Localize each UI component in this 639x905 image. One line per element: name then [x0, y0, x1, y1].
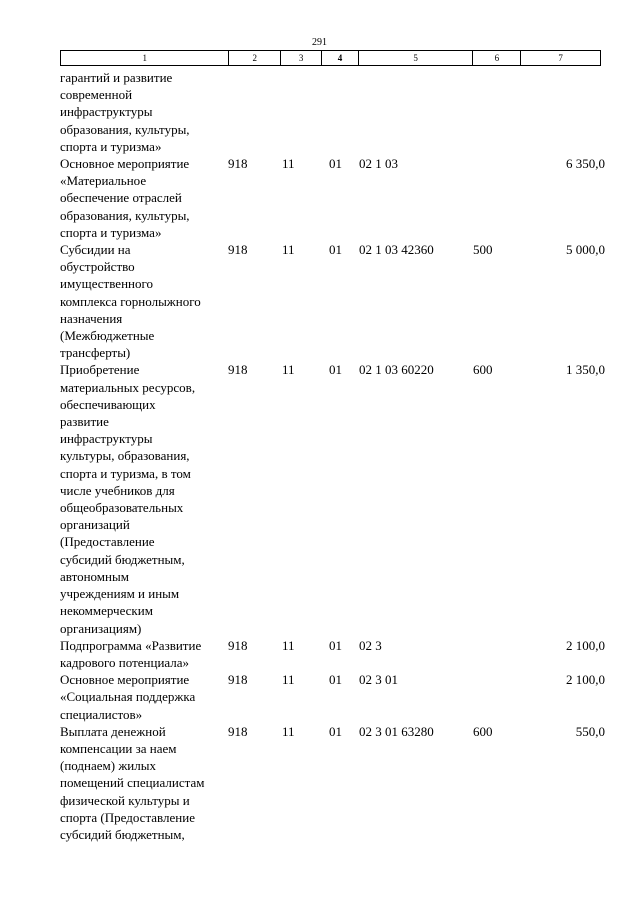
- row-section: 11: [282, 672, 295, 688]
- row-name: Субсидии на обустройство имущественного комплекса горнолыжного назначения (Межбюджетные трансферты): [60, 242, 201, 361]
- row-admin: 918: [228, 672, 248, 688]
- row-name: Основное мероприятие «Материальное обеспечение отраслей образования, культуры, спорта и туризма»: [60, 156, 190, 240]
- row-target: 02 3 01 63280: [359, 723, 434, 739]
- row-admin: 918: [228, 242, 248, 258]
- row-admin: [228, 69, 280, 155]
- row-subsection: 01: [329, 723, 342, 739]
- row-type: [473, 637, 533, 671]
- page-number: 291: [312, 37, 327, 48]
- row-amount: 6 350,0: [566, 156, 605, 172]
- row-subsection: [326, 69, 358, 155]
- row-name: Выплата денежной компенсации за наем (поднаем) жилых помещений специалистам физической культуры и спорта (Предоставление субсидий бюджетным,: [60, 723, 205, 842]
- row-type: [473, 155, 533, 241]
- header-col-3: 3: [280, 51, 321, 65]
- row-subsection: 01: [329, 242, 342, 258]
- row-amount: 5 000,0: [566, 242, 605, 258]
- row-target: 02 1 03: [359, 156, 398, 172]
- table-row: [60, 671, 605, 723]
- row-target: 02 3 01: [359, 672, 398, 688]
- row-name: Приобретение материальных ресурсов, обеспечивающих развитие инфраструктуры культуры, образования, спорта и туризма, в том числе учебников для общеобразовательных организаций (Предоставление субсидий бюджетным, автономным учреждениям и иным некоммерческим организациям): [60, 362, 196, 636]
- row-section: [280, 69, 326, 155]
- row-target: 02 3: [359, 637, 382, 653]
- row-amount: [533, 69, 605, 155]
- row-name: Основное мероприятие «Социальная поддержка специалистов»: [60, 672, 196, 722]
- row-subsection: 01: [329, 362, 342, 378]
- header-col-1: 1: [142, 53, 147, 63]
- row-target: 02 1 03 60220: [359, 362, 434, 378]
- row-target: 02 1 03 42360: [359, 242, 434, 258]
- row-type: 600: [473, 362, 493, 378]
- row-subsection: 01: [329, 637, 342, 653]
- header-col-2: 2: [228, 51, 280, 65]
- row-amount: 550,0: [575, 723, 605, 739]
- row-amount: 1 350,0: [566, 362, 605, 378]
- row-type: 500: [473, 242, 493, 258]
- row-subsection: 01: [329, 156, 342, 172]
- row-amount: 2 100,0: [566, 637, 605, 653]
- header-col-6: 6: [472, 51, 520, 65]
- row-section: 11: [282, 637, 295, 653]
- row-admin: 918: [228, 723, 248, 739]
- table-row: [60, 241, 605, 361]
- row-section: 11: [282, 242, 295, 258]
- table-row: [60, 361, 605, 636]
- row-type: [473, 671, 533, 723]
- row-admin: 918: [228, 637, 248, 653]
- header-col-7: 7: [520, 51, 600, 65]
- table-header: [60, 50, 601, 66]
- table-row: [60, 637, 605, 671]
- row-name: Подпрограмма «Развитие кадрового потенциала»: [60, 637, 202, 670]
- row-type: 600: [473, 723, 493, 739]
- row-section: 11: [282, 723, 295, 739]
- row-subsection: 01: [329, 672, 342, 688]
- row-section: 11: [282, 156, 295, 172]
- row-type: [473, 69, 533, 155]
- table-body: [60, 69, 605, 843]
- table-row: [60, 155, 605, 241]
- table-row: [60, 723, 605, 843]
- header-col-4: 4: [321, 51, 358, 65]
- row-section: 11: [282, 362, 295, 378]
- row-admin: 918: [228, 362, 248, 378]
- row-amount: 2 100,0: [566, 672, 605, 688]
- header-col-5: 5: [358, 51, 473, 65]
- row-name: гарантий и развитие современной инфраструктуры образования, культуры, спорта и туризма»: [60, 70, 190, 154]
- row-target: [358, 69, 473, 155]
- table-row: [60, 69, 605, 155]
- row-admin: 918: [228, 156, 248, 172]
